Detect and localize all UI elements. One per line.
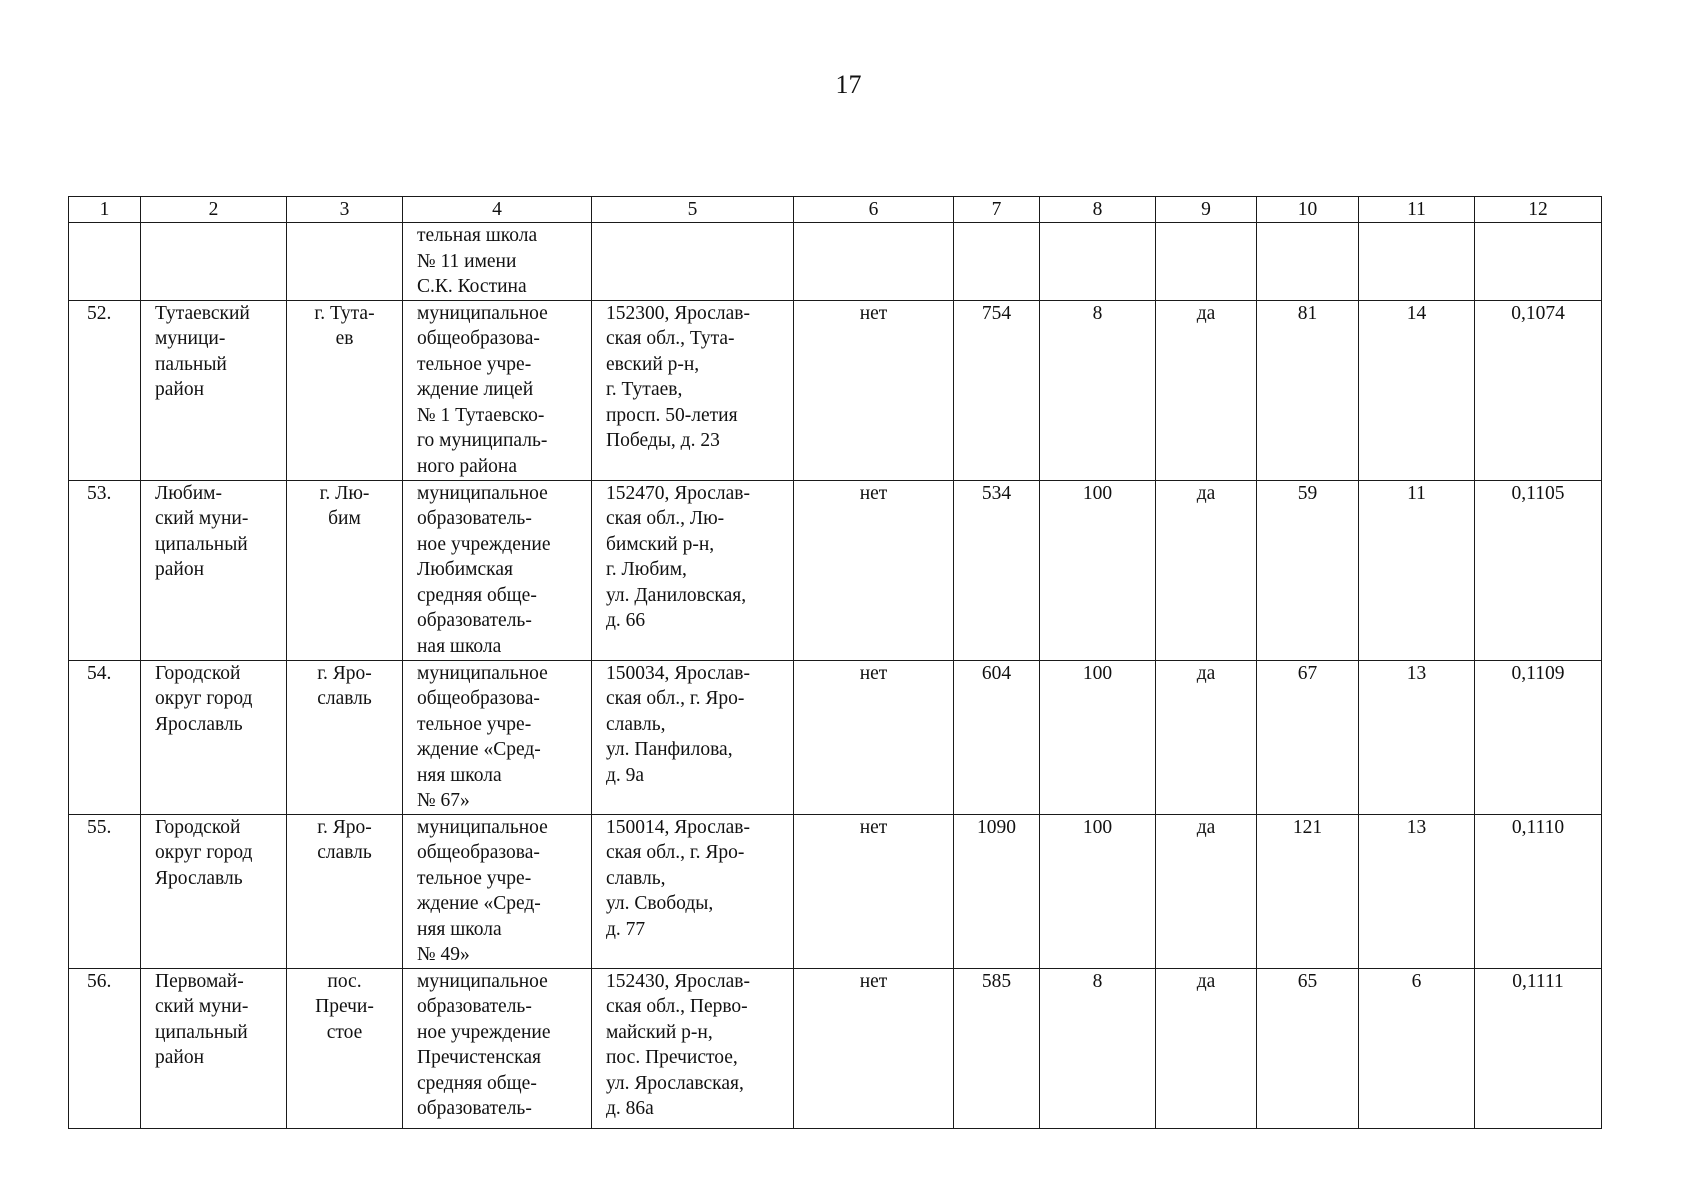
institution-cell: муниципальное общеобразова- тельное учре- ждение «Сред- няя школа № 67» [403,660,592,814]
column-header: 12 [1475,197,1602,223]
address-cell: 152470, Ярослав- ская обл., Лю- бимский р-н, г. Любим, ул. Даниловская, д. 66 [592,480,794,660]
col11-cell: 11 [1359,480,1475,660]
col7-cell: 585 [954,968,1040,1128]
institution-cell: муниципальное общеобразова- тельное учре- ждение лицей № 1 Тутаевско- го муниципаль- ного района [403,300,592,480]
col9-cell: да [1156,660,1257,814]
column-header: 4 [403,197,592,223]
continuation-row [69,223,1602,301]
address-cell: 152300, Ярослав- ская обл., Тута- евский р-н, г. Тутаев, просп. 50-летия Победы, д. 23 [592,300,794,480]
locality-cell: г. Тута- ев [287,300,403,480]
locality-cell: г. Лю- бим [287,480,403,660]
institution-cell: муниципальное образователь- ное учреждение Любимская средняя обще- образователь- ная школа [403,480,592,660]
col8-cell: 8 [1040,300,1156,480]
column-header: 9 [1156,197,1257,223]
col9-cell: да [1156,968,1257,1128]
col7-cell: 534 [954,480,1040,660]
table-cell [794,223,954,301]
table-cell [1156,223,1257,301]
table-cell [954,223,1040,301]
column-header: 2 [141,197,287,223]
col11-cell: 6 [1359,968,1475,1128]
col10-cell: 81 [1257,300,1359,480]
col10-cell: 59 [1257,480,1359,660]
table-cell [1257,223,1359,301]
col6-cell: нет [794,968,954,1128]
row-number: 52. [69,300,141,480]
col12-cell: 0,1111 [1475,968,1602,1128]
col9-cell: да [1156,814,1257,968]
col12-cell: 0,1105 [1475,480,1602,660]
col12-cell: 0,1074 [1475,300,1602,480]
page-number: 17 [835,70,862,99]
district-cell: Городской округ город Ярославль [141,660,287,814]
row-number: 56. [69,968,141,1128]
table-cell [592,223,794,301]
column-header: 8 [1040,197,1156,223]
institution-cell: муниципальное общеобразова- тельное учре- ждение «Сред- няя школа № 49» [403,814,592,968]
district-cell: Тутаевский муници- пальный район [141,300,287,480]
col7-cell: 754 [954,300,1040,480]
table-row [69,968,1602,1128]
column-header: 1 [69,197,141,223]
col10-cell: 121 [1257,814,1359,968]
address-cell: 150034, Ярослав- ская обл., г. Яро- славль, ул. Панфилова, д. 9а [592,660,794,814]
column-header: 3 [287,197,403,223]
col11-cell: 14 [1359,300,1475,480]
column-header: 5 [592,197,794,223]
table-row [69,300,1602,480]
table-cell [69,223,141,301]
district-cell: Первомай- ский муни- ципальный район [141,968,287,1128]
locality-cell: г. Яро- славль [287,660,403,814]
column-number-row [69,197,1602,223]
table-row [69,660,1602,814]
column-header: 7 [954,197,1040,223]
table-cell [141,223,287,301]
col6-cell: нет [794,814,954,968]
table-cell [1359,223,1475,301]
locality-cell: пос. Пречи- стое [287,968,403,1128]
col6-cell: нет [794,480,954,660]
row-number: 54. [69,660,141,814]
col7-cell: 604 [954,660,1040,814]
col11-cell: 13 [1359,660,1475,814]
col6-cell: нет [794,660,954,814]
institution-cell: муниципальное образователь- ное учреждение Пречистенская средняя обще- образователь- [403,968,592,1128]
col6-cell: нет [794,300,954,480]
table-cell [1475,223,1602,301]
address-cell: 150014, Ярослав- ская обл., г. Яро- славль, ул. Свободы, д. 77 [592,814,794,968]
col9-cell: да [1156,480,1257,660]
table-cell [1040,223,1156,301]
schools-table [68,196,1602,1129]
row-number: 53. [69,480,141,660]
table-cell [287,223,403,301]
column-header: 11 [1359,197,1475,223]
district-cell: Любим- ский муни- ципальный район [141,480,287,660]
col9-cell: да [1156,300,1257,480]
col10-cell: 67 [1257,660,1359,814]
institution-cell: тельная школа № 11 имени С.К. Костина [403,223,592,301]
column-header: 10 [1257,197,1359,223]
district-cell: Городской округ город Ярославль [141,814,287,968]
col8-cell: 8 [1040,968,1156,1128]
row-number: 55. [69,814,141,968]
col12-cell: 0,1109 [1475,660,1602,814]
col8-cell: 100 [1040,814,1156,968]
col12-cell: 0,1110 [1475,814,1602,968]
col11-cell: 13 [1359,814,1475,968]
locality-cell: г. Яро- славль [287,814,403,968]
table-row [69,814,1602,968]
address-cell: 152430, Ярослав- ская обл., Перво- майский р-н, пос. Пречистое, ул. Ярославская, д. 86а [592,968,794,1128]
col8-cell: 100 [1040,660,1156,814]
col10-cell: 65 [1257,968,1359,1128]
col8-cell: 100 [1040,480,1156,660]
column-header: 6 [794,197,954,223]
col7-cell: 1090 [954,814,1040,968]
table-row [69,480,1602,660]
